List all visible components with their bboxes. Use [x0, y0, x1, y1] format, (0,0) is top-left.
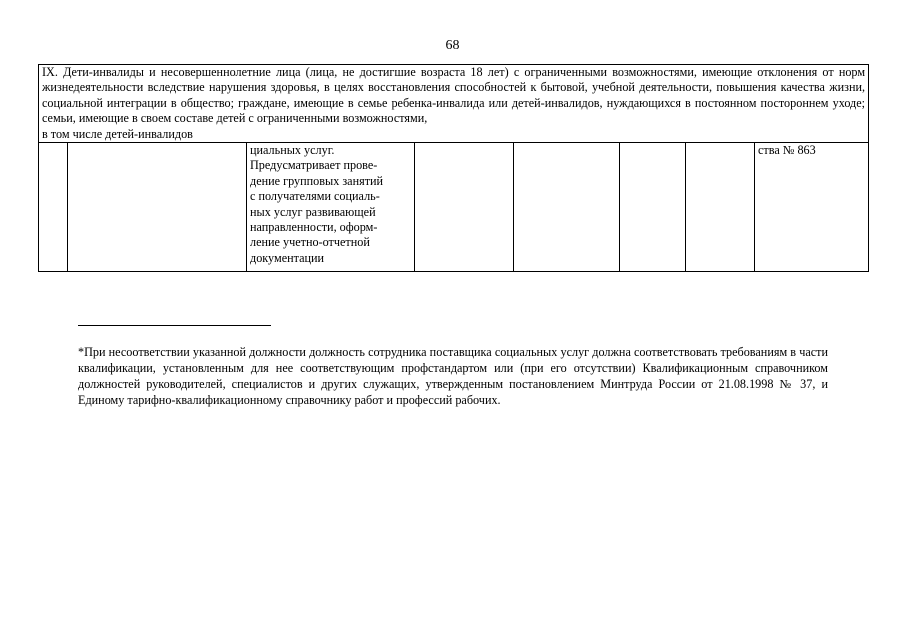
description-last-line: документации	[250, 250, 325, 265]
services-table	[38, 64, 869, 272]
page-number: 68	[445, 38, 460, 53]
footnote-text: *При несоответствии указанной должности должность сотрудника поставщика социальных услуг должна соответствовать требованиям в части квалификации, установленным для нее соответствующим профстандартом или (при его отсутствии) Квалификационным справочником должностей руководителей, специалистов и других служащих, утвержденным постановлением Минтруда России от 21.08.1998 № 37, и Единому тарифно-квалификационному справочнику работ и профессий рабочих.	[78, 345, 828, 407]
cell-empty-5	[514, 143, 620, 272]
description-line: Предусматривает прове-	[250, 158, 378, 173]
footnote-separator	[78, 325, 271, 326]
cell-empty-6	[620, 143, 686, 272]
section-header-cell	[39, 65, 869, 143]
cell-empty-4	[415, 143, 514, 272]
description-line: дение групповых занятий	[250, 173, 384, 188]
description-line: ление учетно-отчетной	[250, 235, 370, 250]
table-row	[39, 143, 869, 272]
description-line: ных услуг развивающей	[250, 204, 376, 219]
cell-service-description	[247, 143, 415, 272]
section-header-text: IX. Дети-инвалиды и несовершеннолетние лица (лица, не достигшие возраста 18 лет) с ограниченными возможностями, имеющие отклонения от норм жизнедеятельности вследствие нарушения здоровья, в целях восстановления способностей к бытовой, учебной деятельности, повышения качества жизни, социальной интеграции в общество; граждане, имеющие в семье ребенка-инвалида или детей-инвалидов, нуждающихся в постоянном постороннем уходе; семьи, имеющие в своем составе детей с ограниченными возможностями,	[42, 65, 866, 126]
cell-reference: ства № 863	[755, 143, 869, 272]
cell-service-name	[68, 143, 247, 272]
cell-empty-7	[686, 143, 755, 272]
description-line: циальных услуг.	[250, 143, 335, 158]
section-header-row	[39, 65, 869, 143]
description-line: направленности, оформ-	[250, 220, 378, 235]
section-header-last-line: в том числе детей-инвалидов	[42, 126, 193, 141]
description-line: с получателями социаль-	[250, 189, 380, 204]
cell-number	[39, 143, 68, 272]
